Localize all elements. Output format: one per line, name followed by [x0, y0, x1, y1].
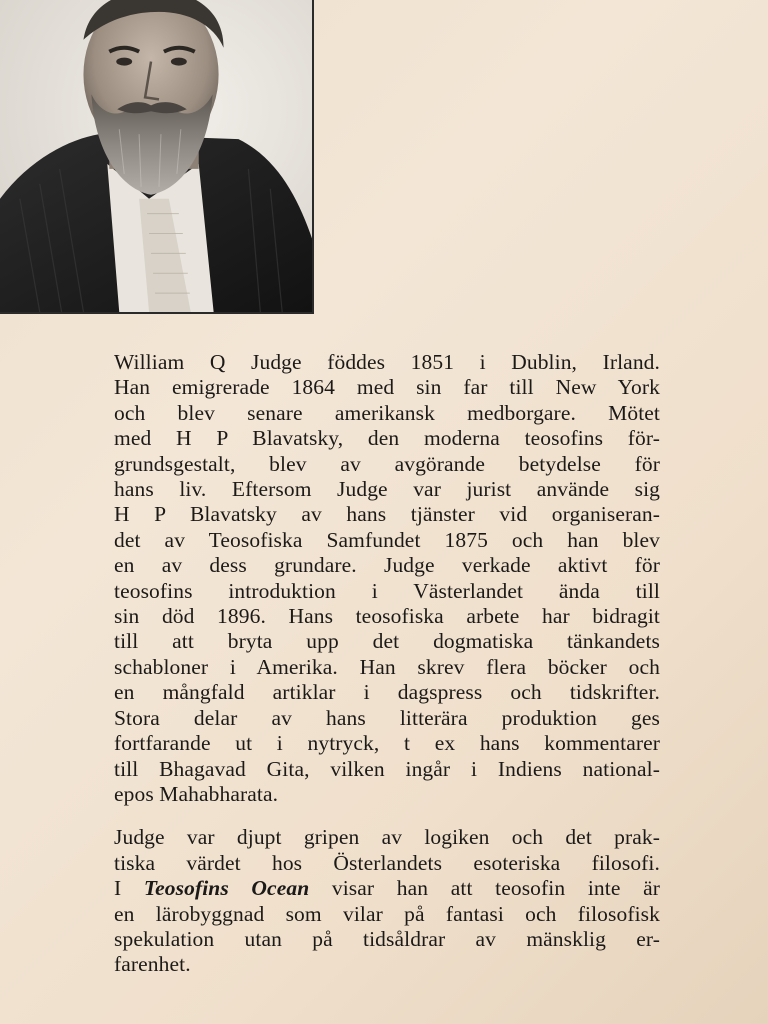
text-line-with-title	[114, 876, 660, 901]
text-line: Judge var djupt gripen av logiken och det prak-	[114, 825, 660, 850]
biography-paragraph-1	[114, 350, 660, 807]
text-line: fortfarande ut i nytryck, t ex hans kommentarer	[114, 731, 660, 756]
text-line: till Bhagavad Gita, vilken ingår i Indiens national-	[114, 756, 660, 781]
biography-paragraph-2	[114, 825, 660, 977]
text-line: grundsgestalt, blev av avgörande betydelse för	[114, 451, 660, 476]
text-line: tiska värdet hos Österlandets esoteriska filosofi.	[114, 850, 660, 875]
text-line: H P Blavatsky av hans tjänster vid organiseran-	[114, 502, 660, 527]
text-line: William Q Judge föddes 1851 i Dublin, Irland.	[114, 350, 660, 374]
portrait-photo-icon	[0, 0, 312, 312]
text-line: Han emigrerade 1864 med sin far till New York	[114, 375, 660, 400]
paragraph-spacer	[114, 807, 660, 825]
text-line: schabloner i Amerika. Han skrev flera böcker och	[114, 654, 660, 679]
text-line: spekulation utan på tidsåldrar av mänsklig er-	[114, 926, 660, 951]
text-fragment: visar han att teosofin inte är	[309, 876, 660, 901]
text-line: det av Teosofiska Samfundet 1875 och han blev	[114, 527, 660, 552]
text-line: en mångfald artiklar i dagspress och tidskrifter.	[114, 680, 660, 705]
text-line: sin död 1896. Hans teosofiska arbete har bidragit	[114, 604, 660, 629]
author-portrait	[0, 0, 314, 314]
text-line: farenhet.	[114, 952, 191, 977]
text-fragment: I	[114, 876, 144, 901]
text-line: teosofins introduktion i Västerlandet ända till	[114, 578, 660, 603]
text-line: Stora delar av hans litterära produktion ges	[114, 705, 660, 730]
text-line: till att bryta upp det dogmatiska tänkandets	[114, 629, 660, 654]
text-line: en av dess grundare. Judge verkade aktivt för	[114, 553, 660, 578]
author-biography	[114, 350, 660, 978]
text-line: med H P Blavatsky, den moderna teosofins för-	[114, 426, 660, 451]
book-title: Teosofins Ocean	[143, 876, 310, 901]
text-line: epos Mahabharata.	[114, 781, 279, 806]
text-line: och blev senare amerikansk medborgare. Mötet	[114, 400, 660, 425]
text-line: hans liv. Eftersom Judge var jurist använde sig	[114, 477, 660, 502]
text-line: en lärobyggnad som vilar på fantasi och filosofisk	[114, 901, 660, 926]
